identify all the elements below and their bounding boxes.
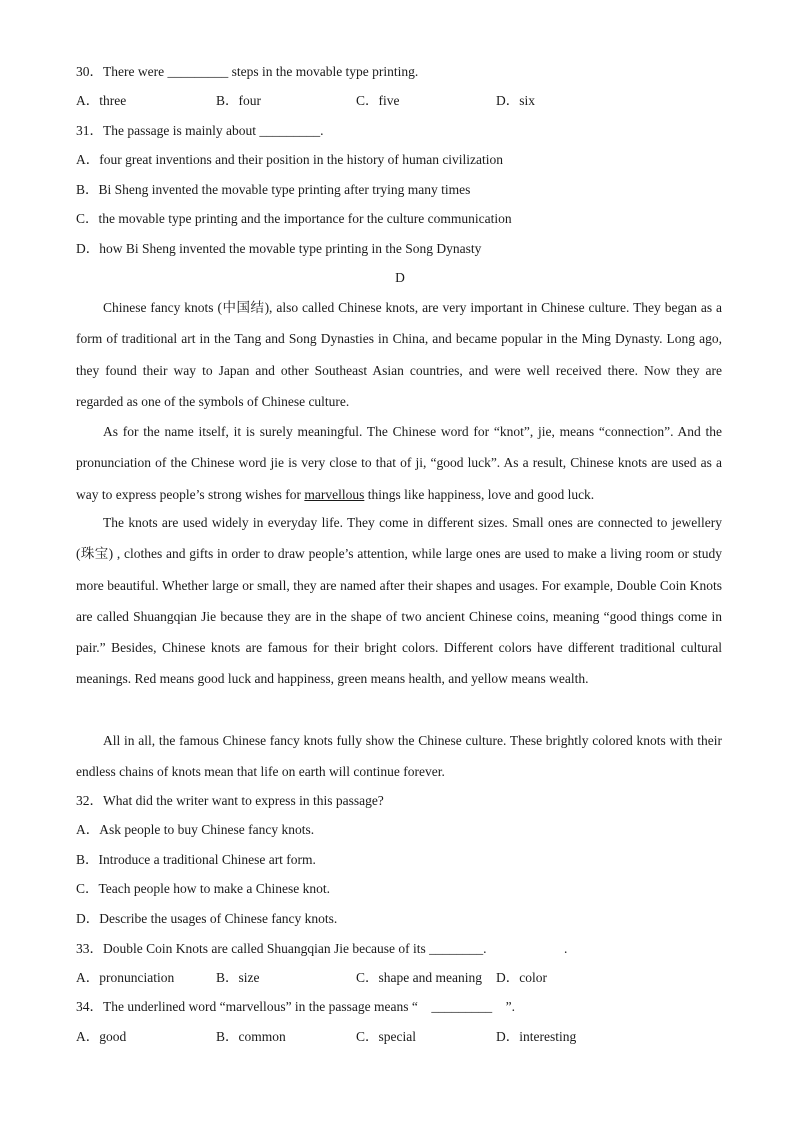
passage-paragraph-2-text-after: things like happiness, love and good luck. [364,486,595,502]
question-30-option-c[interactable]: C．five [356,93,400,108]
question-30-stem: 30．There were _________ steps in the movable type printing. [76,64,419,79]
passage-paragraph-1 [76,292,722,417]
question-32-option-a[interactable]: A．Ask people to buy Chinese fancy knots. [76,822,315,837]
question-31-option-a[interactable]: A．four great inventions and their position in the history of human civilization [76,152,504,167]
passage-paragraph-3-text: The knots are used widely in everyday life. They come in different sizes. Small ones are connected to jewellery (珠宝) , clothes and gifts in order to draw people’s attention, while large ones are used to make a living room or study more beautiful. Whether large or small, they are named after their shapes and usages. For example, Double Coin Knots are called Shuangqian Jie because they are in the shape of two ancient Chinese coins, meaning “good things come in pair.” Besides, Chinese knots are famous for their bright colors. Different colors have different traditional cultural meanings. Red means good luck and happiness, green means health, and yellow means wealth. [76,515,722,687]
question-33-option-d[interactable]: D．color [496,970,547,985]
question-32-option-b[interactable]: B．Introduce a traditional Chinese art form. [76,852,316,867]
question-31-stem: 31．The passage is mainly about _________. [76,123,324,138]
question-30-option-b[interactable]: B．four [216,93,261,108]
question-32-stem: 32．What did the writer want to express in this passage? [76,793,384,808]
passage-paragraph-4 [76,725,722,788]
question-34-option-d[interactable]: D．interesting [496,1029,577,1044]
question-33-stem: 33．Double Coin Knots are called Shuangqian Jie because of its ________. [76,941,487,956]
passage-paragraph-1-text: Chinese fancy knots (中国结), also called Chinese knots, are very important in Chinese culture. They began as a form of traditional art in the Tang and Song Dynasties in China, and became popular in the Ming Dynasty. Long ago, they found their way to Japan and other Southeast Asian countries, and were well received there. Now they are regarded as one of the symbols of Chinese culture. [76,300,722,409]
question-34-option-a[interactable]: A．good [76,1029,127,1044]
question-33-option-c[interactable]: C．shape and meaning [356,970,482,985]
question-34-stem: 34．The underlined word “marvellous” in the passage means “ _________ ”. [76,999,516,1014]
question-34-option-b[interactable]: B．common [216,1029,286,1044]
question-33-option-a[interactable]: A．pronunciation [76,970,175,985]
passage-paragraph-2-text-before: As for the name itself, it is surely meaningful. The Chinese word for “knot”, jie, means “connection”. And the pronunciation of the Chinese word jie is very close to that of ji, “good luck”. As a result, Chinese knots are used as a way to express people’s strong wishes for [76,424,722,502]
question-34-option-c[interactable]: C．special [356,1029,416,1044]
question-32-option-d[interactable]: D．Describe the usages of Chinese fancy knots. [76,911,338,926]
passage-paragraph-4-text: All in all, the famous Chinese fancy knots fully show the Chinese culture. These brightly colored knots with their endless chains of knots mean that life on earth will continue forever. [76,733,722,780]
section-title: D [395,270,405,285]
passage-paragraph-3 [76,507,722,695]
question-30-option-a[interactable]: A．three [76,93,127,108]
underlined-word: marvellous [304,486,365,502]
question-33-option-b[interactable]: B．size [216,970,260,985]
question-33-trailing-mark: . [564,941,568,956]
question-30-option-d[interactable]: D．six [496,93,536,108]
passage-paragraph-2 [76,416,722,510]
question-32-option-c[interactable]: C．Teach people how to make a Chinese knot. [76,881,330,896]
question-31-option-c[interactable]: C．the movable type printing and the importance for the culture communication [76,211,512,226]
question-31-option-d[interactable]: D．how Bi Sheng invented the movable type printing in the Song Dynasty [76,241,482,256]
question-31-option-b[interactable]: B．Bi Sheng invented the movable type printing after trying many times [76,182,471,197]
